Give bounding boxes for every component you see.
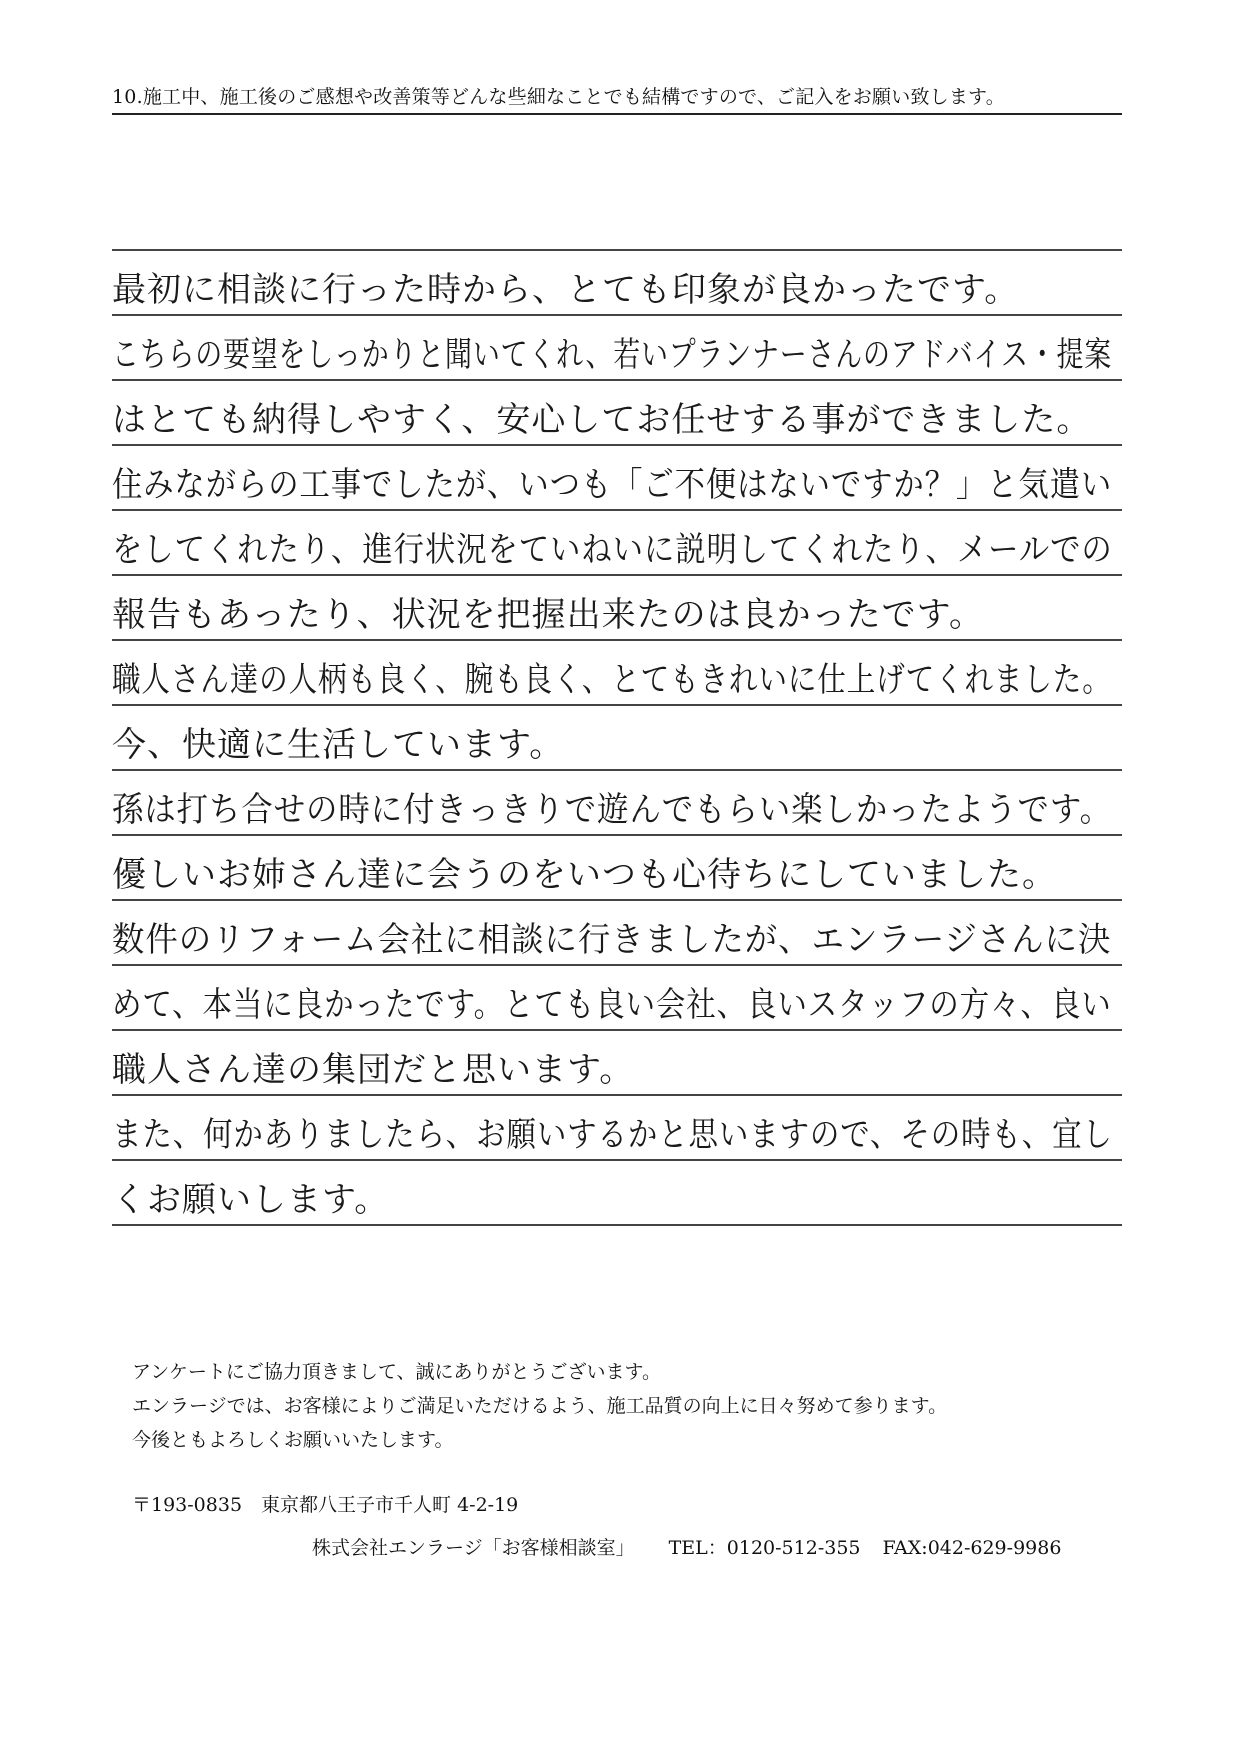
- answer-text: めて、本当に良かったです。とても良い会社、良いスタッフの方々、良い: [112, 985, 1112, 1025]
- thanks-line: 今後ともよろしくお願いいたします。: [132, 1429, 454, 1451]
- answer-text: 数件のリフォーム会社に相談に行きましたが、エンラージさんに決: [112, 920, 1112, 960]
- answer-text: 報告もあったり、状況を把握出来たのは良かったです。: [112, 595, 984, 635]
- answer-line: [112, 836, 1122, 901]
- answer-line: [112, 381, 1122, 446]
- answer-text: 孫は打ち合せの時に付きっきりで遊んでもらい楽しかったようです。: [112, 790, 1113, 830]
- question-heading: 10.施工中、施工後のご感想や改善策等どんな些細なことでも結構ですので、ご記入をお願い致します。: [112, 82, 1122, 115]
- answer-line: [112, 966, 1122, 1031]
- answer-line: [112, 186, 1122, 251]
- answer-line: [112, 1161, 1122, 1226]
- thanks-line: エンラージでは、お客様によりご満足いただけるよう、施工品質の向上に日々努めて参ります。: [132, 1395, 948, 1417]
- thank-you-message: [132, 1355, 947, 1457]
- answer-line: [112, 511, 1122, 576]
- answer-text: また、何かありましたら、お願いするかと思いますので、その時も、宜し: [112, 1115, 1113, 1155]
- answer-text: 今、快適に生活しています。: [112, 725, 565, 765]
- company-contact: [312, 1533, 1061, 1560]
- answer-line: [112, 251, 1122, 316]
- answer-line: [112, 446, 1122, 511]
- handwritten-answer: [112, 186, 1122, 1226]
- answer-text: をしてくれたり、進行状況をていねいに説明してくれたり、メールでの: [112, 530, 1113, 570]
- answer-text: 最初に相談に行った時から、とても印象が良かったです。: [112, 270, 1020, 310]
- answer-text: 職人さん達の人柄も良く、腕も良く、とてもきれいに仕上げてくれました。: [112, 660, 1112, 700]
- answer-text: 住みながらの工事でしたが、いつも「ご不便はないですか？」と気遣い: [112, 465, 1113, 505]
- answer-line: [112, 576, 1122, 641]
- company-address: 〒193-0835 東京都八王子市千人町 4-2-19: [132, 1494, 519, 1516]
- answer-line: [112, 706, 1122, 771]
- answer-line: [112, 641, 1122, 706]
- answer-text: こちらの要望をしっかりと聞いてくれ、若いプランナーさんのアドバイス・提案: [112, 335, 1112, 375]
- answer-line: [112, 1031, 1122, 1096]
- company-name: 株式会社エンラージ「お客様相談室」: [312, 1537, 635, 1559]
- tel-number: TEL：0120-512-355: [668, 1537, 861, 1559]
- fax-number: FAX:042-629-9986: [882, 1537, 1062, 1559]
- answer-text: 優しいお姉さん達に会うのをいつも心待ちにしていました。: [112, 855, 1057, 895]
- answer-line: [112, 1096, 1122, 1161]
- answer-text: くお願いします。: [112, 1180, 390, 1220]
- answer-line: [112, 316, 1122, 381]
- answer-text: 職人さん達の集団だと思います。: [112, 1050, 635, 1090]
- answer-line: [112, 771, 1122, 836]
- answer-text: はとても納得しやすく、安心してお任せする事ができました。: [112, 400, 1092, 440]
- thanks-line: アンケートにご協力頂きまして、誠にありがとうございます。: [132, 1361, 661, 1383]
- answer-line: [112, 901, 1122, 966]
